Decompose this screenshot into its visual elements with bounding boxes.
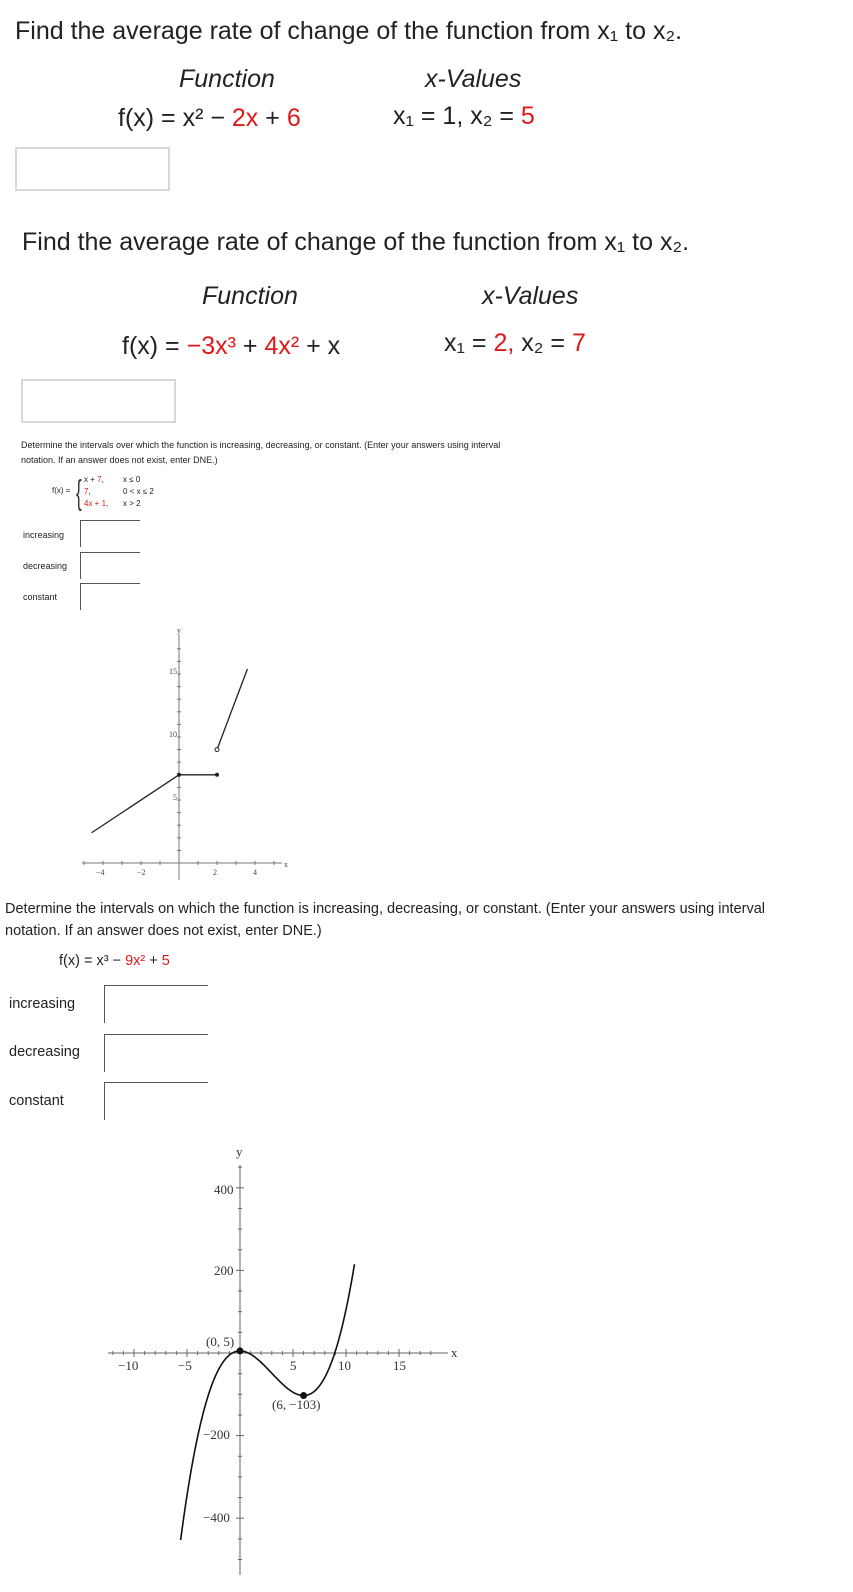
q4-tick-marks: [113, 1167, 431, 1559]
q4-ytick-200: 200: [214, 1263, 234, 1278]
q3-increasing-input[interactable]: [80, 520, 140, 547]
q3-fx-label: f(x) =: [52, 486, 71, 495]
q4-y-axis-label: y: [236, 1144, 243, 1159]
q4-ytick-neg400: −400: [203, 1510, 230, 1525]
q4-curve-line: [181, 1264, 355, 1540]
q4-ytick-neg200: −200: [203, 1427, 230, 1442]
q3-piecewise-brace: {: [76, 474, 82, 512]
q3-y-axis-label: y: [177, 626, 181, 635]
q1-xvalues: x₁ = 1, x₂ = 5: [393, 102, 535, 130]
q2-function: f(x) = −3x³ + 4x² + x: [122, 332, 341, 360]
q3-piece1-expr: x + 7,: [84, 475, 104, 484]
q3-curves: [92, 669, 248, 833]
q4-function: f(x) = x³ − 9x² + 5: [59, 953, 170, 969]
q2-prompt: Find the average rate of change of the function from x₁ to x₂.: [22, 228, 690, 256]
q3-piece2-cond: 0 < x ≤ 2: [123, 487, 154, 496]
q3-prompt-line2: notation. If an answer does not exist, enter DNE.): [21, 455, 218, 465]
q2-xvalues-header: x-Values: [482, 282, 579, 310]
q4-xtick-10: 10: [338, 1358, 351, 1373]
q4-constant-label: constant: [9, 1093, 64, 1109]
q4-point1-label: (0, 5): [206, 1334, 235, 1349]
q4-xtick-15: 15: [393, 1358, 406, 1373]
q3-constant-input[interactable]: [80, 583, 140, 610]
q3-ytick-15: 15: [169, 667, 177, 676]
q3-xtick-neg2: −2: [137, 868, 146, 877]
q3-closed-dot-0-7: [177, 773, 181, 777]
q4-xtick-neg5: −5: [178, 1358, 192, 1373]
q2-xvalues: x₁ = 2, x₂ = 7: [444, 329, 586, 357]
q3-segment-2: [217, 669, 247, 750]
q3-ytick-10: 10: [169, 730, 177, 739]
q4-point-0-5: [237, 1347, 244, 1354]
q3-ytick-5: 5: [173, 793, 177, 802]
q3-piece1-cond: x ≤ 0: [123, 475, 141, 484]
q4-increasing-label: increasing: [9, 996, 76, 1012]
q4-prompt-line1: Determine the intervals on which the function is increasing, decreasing, or constant. (Enter your answers using interval: [5, 901, 766, 917]
q3-prompt-line1: Determine the intervals over which the function is increasing, decreasing, or constant. (Enter your answers using interval: [21, 440, 501, 450]
q3-graph: [0, 615, 330, 885]
q4-xtick-5: 5: [290, 1358, 297, 1373]
q1-xvalues-header: x-Values: [425, 65, 522, 93]
q3-piece3-expr: 4x + 1,: [84, 499, 109, 508]
q3-x-axis-label: x: [284, 860, 288, 869]
q4-point2-label: (6, −103): [272, 1397, 321, 1412]
q4-constant-input[interactable]: [104, 1082, 208, 1120]
q4-x-axis-label: x: [451, 1345, 458, 1360]
q4-increasing-input[interactable]: [104, 985, 208, 1023]
q3-xtick-neg4: −4: [96, 868, 105, 877]
q3-open-dot-2-9: [215, 748, 219, 752]
q4-decreasing-input[interactable]: [104, 1034, 208, 1072]
q2-function-header: Function: [202, 282, 298, 310]
q3-increasing-label: increasing: [23, 530, 65, 540]
q3-decreasing-label: decreasing: [23, 561, 68, 571]
q4-graph: [0, 1130, 480, 1585]
q3-decreasing-input[interactable]: [80, 552, 140, 579]
q2-answer-input[interactable]: [21, 379, 176, 423]
q3-constant-label: constant: [23, 592, 58, 602]
q3-closed-dot-2-7: [215, 773, 219, 777]
q1-answer-input[interactable]: [15, 147, 170, 191]
q3-segment-0: [92, 775, 179, 833]
q1-function-header: Function: [179, 65, 275, 93]
q4-xtick-neg10: −10: [118, 1358, 139, 1373]
q4-decreasing-label: decreasing: [9, 1044, 80, 1060]
q3-piece2-expr: 7,: [84, 487, 91, 496]
q1-prompt: Find the average rate of change of the function from x₁ to x₂.: [15, 17, 683, 45]
q3-xtick-4: 4: [253, 868, 257, 877]
q4-prompt-line2: notation. If an answer does not exist, enter DNE.): [5, 923, 322, 939]
q1-function: f(x) = x² − 2x + 6: [118, 104, 301, 132]
q4-ytick-400: 400: [214, 1182, 234, 1197]
q3-piece3-cond: x > 2: [123, 499, 141, 508]
q3-xtick-2: 2: [213, 868, 217, 877]
